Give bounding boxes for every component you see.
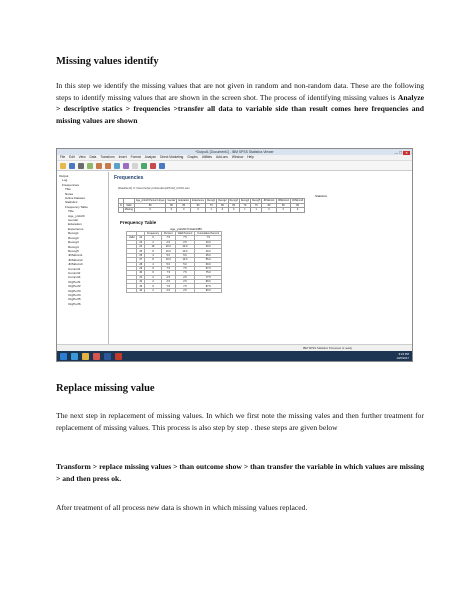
tree-item[interactable]: OrgPerf3 — [68, 288, 81, 293]
table-cell: 10.0 — [175, 249, 195, 253]
table-cell: 0 — [134, 208, 166, 213]
header-cell: Experience — [192, 199, 205, 203]
table-cell: 87.5 — [195, 284, 222, 288]
tree-item[interactable]: OrgPerf6 — [68, 301, 81, 306]
table-cell: 2 — [145, 240, 162, 244]
table-cell: 6 — [145, 271, 162, 275]
header-cell: Recog4 — [240, 199, 250, 203]
table-cell: 10.0 — [175, 258, 195, 262]
app-icon[interactable] — [93, 353, 100, 360]
menu-item[interactable]: Add-ons — [216, 155, 228, 159]
table-cell: 8 — [145, 249, 162, 253]
table-cell: 60.0 — [195, 262, 222, 266]
tree-item[interactable]: Commit3 — [68, 275, 81, 280]
header-cell: Cumulative Percent — [195, 231, 222, 235]
table-cell: Valid — [123, 203, 134, 208]
table-cell: 80 — [134, 203, 166, 208]
tree-item[interactable]: Statistics — [65, 200, 78, 205]
browser-icon[interactable] — [71, 353, 78, 360]
table-cell: 0 — [262, 208, 276, 213]
table-cell: 20.0 — [161, 244, 175, 248]
table-cell — [127, 288, 137, 292]
frequency-table — [126, 231, 222, 293]
table-cell: 7.5 — [175, 236, 195, 240]
table-cell: 45.0 — [195, 253, 222, 257]
redo-icon[interactable] — [105, 163, 111, 169]
taskbar-clock[interactable] — [397, 352, 409, 360]
tree-item[interactable]: OrgPerf2 — [68, 284, 81, 289]
tree-item[interactable]: Log — [62, 178, 68, 183]
window-controls[interactable]: — ☐ ✕ — [394, 151, 408, 155]
output-pane — [110, 172, 412, 345]
table-cell: Valid — [127, 236, 137, 240]
table-cell: 90.0 — [195, 288, 222, 292]
table-cell: 25 — [137, 249, 145, 253]
table-cell: 80 — [217, 203, 228, 208]
table-cell: 0 — [177, 208, 191, 213]
table-cell: 1 — [206, 208, 217, 213]
goto-data-icon[interactable] — [114, 163, 120, 169]
table-cell: 1 — [251, 208, 262, 213]
section2-closing: After treatment of all process new data is shown in which missing values replaced. — [56, 503, 308, 512]
section2-intro: The next step in replacement of missing values. In which we first note the missing vales and then further treatment for replacement of missing values. This process is also step by step . these steps are given below — [56, 411, 424, 432]
header-cell: JDSkincs3 — [291, 199, 304, 203]
tree-item[interactable]: OrgPerf4 — [68, 292, 81, 297]
header-cell: Recog5 — [252, 199, 261, 203]
table-cell: 0 — [228, 208, 239, 213]
windows-start-icon[interactable] — [60, 353, 67, 360]
table-cell: 10.0 — [161, 249, 175, 253]
table-cell: 20.0 — [175, 244, 195, 248]
tree-item[interactable]: Recog5 — [68, 248, 79, 253]
header-cell: Frequency — [145, 231, 162, 235]
table-cell: 67.5 — [195, 266, 222, 270]
table-cell: 2.5 — [161, 280, 175, 284]
table-cell: N — [120, 203, 122, 207]
header-cell: Gender — [167, 199, 176, 203]
print-icon[interactable] — [78, 163, 84, 169]
header-cell: Education — [178, 199, 190, 203]
table-cell: 7.5 — [175, 266, 195, 270]
menu-item[interactable]: Insert — [118, 155, 127, 159]
tree-item[interactable]: JDSkincs1 — [68, 253, 83, 258]
tree-item[interactable]: Gender — [68, 218, 79, 223]
open-icon[interactable] — [60, 163, 66, 169]
table-cell: 22 — [137, 236, 145, 240]
table-cell: 80 — [228, 203, 239, 208]
tree-item[interactable]: Age_yrsb20 — [68, 213, 85, 218]
table-cell: 80 — [166, 203, 177, 208]
variables-icon[interactable] — [123, 163, 129, 169]
table-cell: 32 — [137, 280, 145, 284]
header-cell: Recog1 — [207, 199, 216, 203]
tree-item[interactable]: JDSkincs2 — [68, 257, 83, 262]
table-cell: 2.5 — [161, 275, 175, 279]
tree-item[interactable]: Output — [59, 174, 69, 178]
tree-item[interactable]: Title — [65, 187, 71, 192]
table-cell: 10.0 — [161, 258, 175, 262]
table-cell: 8 — [145, 258, 162, 262]
menu-item[interactable]: Graphs — [187, 155, 198, 159]
spss-icon[interactable] — [115, 353, 122, 360]
tree-item[interactable]: Recog1 — [68, 231, 79, 236]
table-cell: 7.5 — [175, 284, 195, 288]
header-cell: Recog3 — [229, 199, 238, 203]
tree-item[interactable]: Title — [68, 209, 74, 214]
table-cell: 23 — [137, 240, 145, 244]
export-icon[interactable] — [87, 163, 93, 169]
table-cell: 79 — [206, 203, 217, 208]
table-cell: 16 — [145, 244, 162, 248]
table-cell: 0 — [276, 208, 290, 213]
clock-date: 10/6/2017 — [396, 356, 409, 360]
table-cell: 24 — [137, 244, 145, 248]
table-cell: 79 — [251, 203, 262, 208]
menu-item[interactable]: Analyze — [144, 155, 157, 159]
table-cell: 2.5 — [161, 240, 175, 244]
table-cell: 33 — [137, 284, 145, 288]
menu-item[interactable]: Format — [130, 155, 141, 159]
windows-taskbar — [57, 351, 412, 361]
table-row — [127, 288, 222, 292]
tree-item[interactable]: OrgPerf5 — [68, 297, 81, 302]
table-cell: 7.5 — [175, 271, 195, 275]
word-icon[interactable] — [104, 353, 111, 360]
menu-item[interactable]: Help — [247, 155, 254, 159]
table-cell: 29 — [137, 266, 145, 270]
section-heading-missing-values: Missing values identify — [56, 56, 159, 67]
header-cell: Recog2 — [218, 199, 227, 203]
tree-item[interactable]: Experience — [68, 226, 84, 231]
table-cell: 80 — [177, 203, 191, 208]
table-cell: 5.0 — [161, 253, 175, 257]
table-cell: 0 — [191, 208, 206, 213]
table-cell: 5.0 — [175, 262, 195, 266]
table-cell: 27 — [137, 258, 145, 262]
table-cell: 30.0 — [195, 244, 222, 248]
table-cell: 2.5 — [175, 288, 195, 292]
table-cell: 6 — [145, 266, 162, 270]
output-outline-tree — [57, 172, 109, 345]
section1-paragraph — [56, 80, 424, 126]
tree-item[interactable]: Frequency Table — [65, 204, 88, 209]
table-cell: 28 — [137, 262, 145, 266]
table-cell: 1 — [239, 208, 250, 213]
menu-item[interactable]: File — [60, 155, 66, 159]
table-cell: Missing — [124, 208, 133, 212]
table-cell: 26 — [137, 253, 145, 257]
status-bar: IBM SPSS Statistics Processor is ready — [57, 344, 412, 351]
header-cell: Valid Percent — [175, 231, 195, 235]
table-cell: 55.0 — [195, 258, 222, 262]
table-cell: 80 — [276, 203, 290, 208]
section-heading-replace-missing: Replace missing value — [56, 383, 155, 394]
promote-icon[interactable] — [159, 163, 165, 169]
table-cell: 0 — [217, 208, 228, 213]
table-cell: 4 — [145, 262, 162, 266]
table-cell: 2 — [145, 280, 162, 284]
output-heading: Frequencies — [114, 175, 144, 181]
menu-item[interactable]: Utilities — [201, 155, 213, 159]
table-cell: 7.5 — [161, 266, 175, 270]
tree-item[interactable]: Recog3 — [68, 240, 79, 245]
table-cell: 0 — [290, 208, 304, 213]
tree-item[interactable]: Commit1 — [68, 266, 81, 271]
close-icon[interactable]: ✕ — [405, 151, 408, 155]
header-cell: JDSkincs1 — [263, 199, 275, 203]
add-icon[interactable] — [141, 163, 147, 169]
table-cell: 80 — [262, 203, 276, 208]
table-cell: 75.0 — [195, 271, 222, 275]
table-cell: 0 — [166, 208, 177, 213]
tree-item[interactable]: Commit2 — [68, 270, 81, 275]
chart-icon[interactable] — [132, 163, 138, 169]
tree-item[interactable]: Education — [68, 222, 82, 227]
table-cell: 2 — [145, 288, 162, 292]
remove-icon[interactable] — [150, 163, 156, 169]
table-cell: 2.5 — [175, 280, 195, 284]
menu-item[interactable]: Edit — [69, 155, 75, 159]
folder-icon[interactable] — [82, 353, 89, 360]
section1-intro: In this step we identify the missing values that are not given in random and non-random data. These are the following steps to identify missing values that are shown in the screen shot. The process of identifying missing values is — [56, 81, 424, 102]
section2-steps: Transform > replace missing values > than outcome show > than transfer the variable in which values are missing > and then press ok. — [56, 462, 424, 483]
table-cell: 31 — [137, 275, 145, 279]
table-cell: 7.5 — [161, 284, 175, 288]
table-cell: 6 — [145, 284, 162, 288]
tree-item[interactable]: Frequencies — [62, 182, 80, 187]
header-cell: Age_yrsb20 Person's Eyes — [135, 199, 165, 203]
header-cell: JDSkincs2 — [277, 199, 289, 203]
undo-icon[interactable] — [96, 163, 102, 169]
table-cell: 2 — [145, 275, 162, 279]
tree-item[interactable]: Notes — [65, 191, 74, 196]
table-cell: 6 — [145, 236, 162, 240]
spss-screenshot — [56, 148, 413, 362]
table-cell: 5.0 — [175, 253, 195, 257]
table-cell: 7.5 — [161, 236, 175, 240]
tree-item[interactable]: JDSkincs3 — [68, 262, 83, 267]
tree-item[interactable]: Active Dataset — [65, 196, 85, 201]
menu-item[interactable]: Transform — [100, 155, 115, 159]
table-cell: 79 — [239, 203, 250, 208]
table-cell: 80 — [290, 203, 304, 208]
table-cell: 77.5 — [195, 275, 222, 279]
menu-item[interactable]: View — [78, 155, 86, 159]
window-title: *Output1 [Document1] - IBM SPSS Statistics Viewer — [195, 150, 274, 154]
table-cell: 80.0 — [195, 280, 222, 284]
toolbar — [57, 161, 412, 171]
window-titlebar — [57, 149, 412, 155]
table-cell: 7.5 — [161, 271, 175, 275]
table-cell: 10.0 — [195, 240, 222, 244]
table-cell: 30 — [137, 271, 145, 275]
table-cell: 4 — [145, 253, 162, 257]
clock-time: 9:23 PM — [398, 352, 409, 356]
frequency-table-title: Frequency Table — [120, 219, 157, 225]
table-cell: 40.0 — [195, 249, 222, 253]
table-cell: 44 — [137, 288, 145, 292]
statistics-table — [118, 198, 305, 213]
tree-item[interactable]: OrgPerf1 — [68, 279, 81, 284]
save-icon[interactable] — [69, 163, 75, 169]
table-cell: 2.5 — [175, 240, 195, 244]
viewer-content — [57, 172, 412, 345]
frequency-caption: Age_yrsb2017Initial/1386 — [170, 226, 202, 231]
menu-item[interactable]: Direct Marketing — [160, 155, 184, 159]
table-cell: 7.5 — [195, 236, 222, 240]
menu-item[interactable]: Data — [89, 155, 97, 159]
section1-steps: Analyze > descriptive statics > frequencies >transfer all data to variable side than result comes here frequencies and missing values are shown — [56, 92, 424, 125]
statistics-caption: Statistics — [314, 194, 327, 198]
dataset-line: [DataSet1] C:\Users\ufar ps\Desktop\PICM_DATA.sav — [118, 186, 190, 190]
tree-item[interactable]: Recog4 — [68, 244, 79, 249]
table-cell: 2.5 — [161, 288, 175, 292]
menu-item[interactable]: Window — [231, 155, 244, 159]
table-cell: 2.5 — [175, 275, 195, 279]
tree-item[interactable]: Recog2 — [68, 235, 79, 240]
header-cell: Percent — [161, 231, 175, 235]
table-row — [119, 208, 305, 213]
table-cell: 5.0 — [161, 262, 175, 266]
table-cell: 80 — [191, 203, 206, 208]
